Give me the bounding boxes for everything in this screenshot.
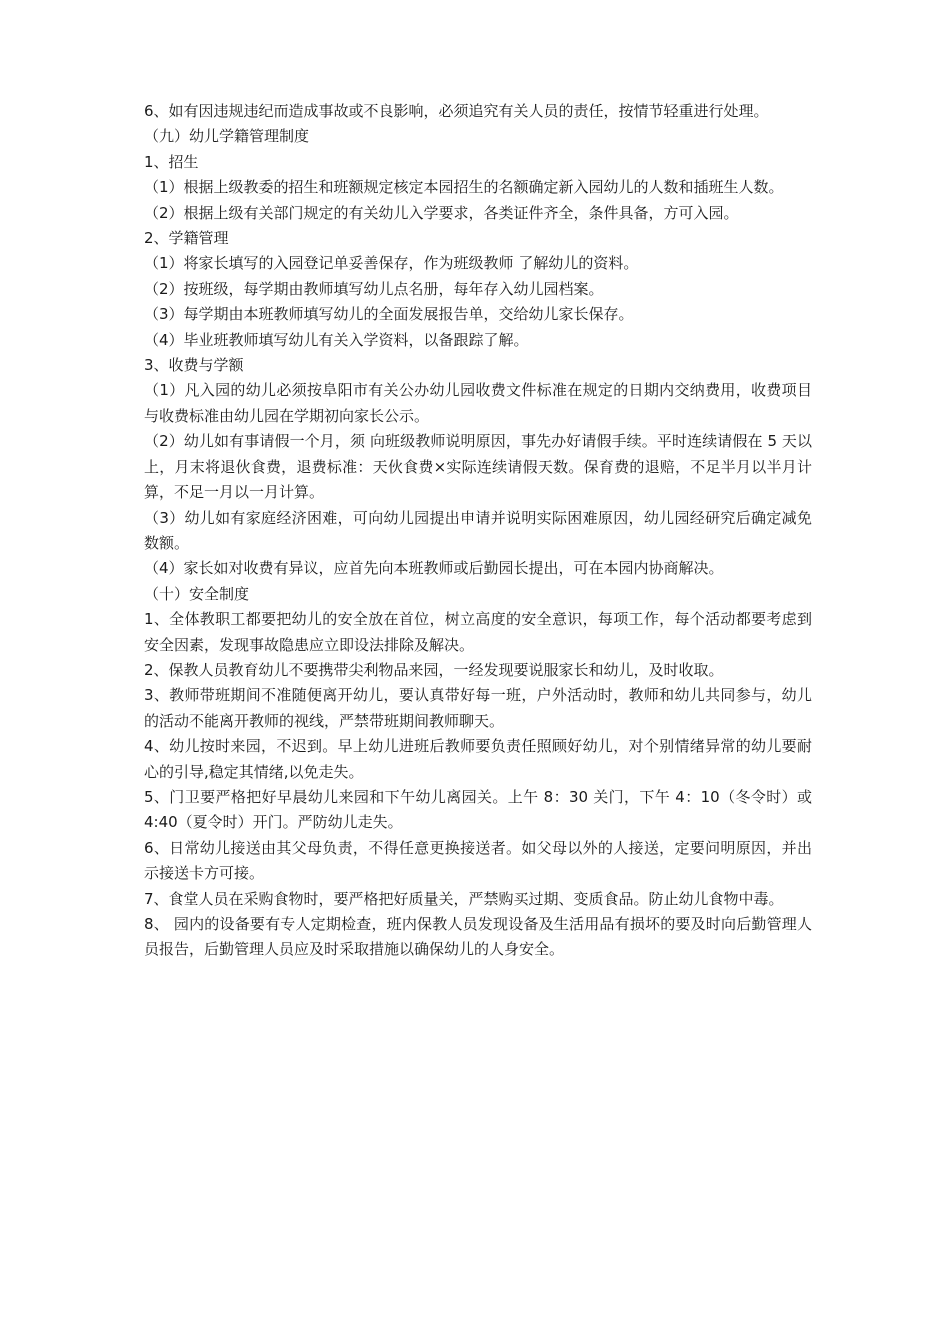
document-body [144, 99, 812, 963]
paragraph-fees-leave-refund: （2）幼儿如有事请假一个月，须 向班级教师说明原因，事先办好请假手续。平时连续请假在 5 天以上，月末将退伙食费，退费标准：天伙食费×实际连续请假天数。保育费的退赔，不足半月以半月计算，不足一月以一月计算。 [144, 432, 812, 502]
paragraph-safety-rule-7: 7、食堂人员在采购食物时，要严格把好质量关，严禁购买过期、变质食品。防止幼儿食物中毒。 [144, 889, 784, 908]
paragraph-records-registration: （1）将家长填写的入园登记单妥善保存，作为班级教师 了解幼儿的资料。 [144, 254, 639, 273]
paragraph-records-roster: （2）按班级，每学期由教师填写幼儿点名册，每年存入幼儿园档案。 [144, 279, 604, 298]
paragraph-fees-payment: （1）凡入园的幼儿必须按阜阳市有关公办幼儿园收费文件标准在规定的日期内交纳费用，收费项目与收费标准由幼儿园在学期初向家长公示。 [144, 381, 812, 425]
section-heading-safety: （十）安全制度 [144, 584, 250, 603]
paragraph-safety-rule-1: 1、全体教职工都要把幼儿的安全放在首位，树立高度的安全意识，每项工作，每个活动都要考虑到安全因素，发现事故隐患应立即设法排除及解决。 [144, 610, 812, 654]
paragraph-safety-rule-5: 5、门卫要严格把好早晨幼儿来园和下午幼儿离园关。上午 8：30 关门，下午 4：10（冬令时）或 4:40（夏令时）开门。严防幼儿走失。 [144, 787, 812, 832]
subheading-admission: 1、招生 [144, 152, 199, 171]
paragraph-safety-rule-3: 3、教师带班期间不准随便离开幼儿，要认真带好每一班，户外活动时，教师和幼儿共同参与，幼儿的活动不能离开教师的视线，严禁带班期间教师聊天。 [144, 686, 812, 730]
subheading-records-management: 2、学籍管理 [144, 229, 229, 248]
subheading-fees-quota: 3、收费与学额 [144, 356, 244, 375]
paragraph-admission-quota: （1）根据上级教委的招生和班额规定核定本园招生的名额确定新入园幼儿的人数和插班生人数。 [144, 178, 784, 197]
paragraph-safety-rule-2: 2、保教人员教育幼儿不要携带尖利物品来园，一经发现要说服家长和幼儿，及时收取。 [144, 660, 724, 679]
section-heading-enrollment-management: （九）幼儿学籍管理制度 [144, 127, 310, 146]
paragraph-admission-requirements: （2）根据上级有关部门规定的有关幼儿入学要求，各类证件齐全，条件具备，方可入园。 [144, 203, 739, 222]
paragraph-safety-rule-4: 4、幼儿按时来园，不迟到。早上幼儿进班后教师要负责任照顾好幼儿，对个别情绪异常的幼儿要耐心的引导,稳定其情绪,以免走失。 [144, 737, 812, 781]
paragraph-safety-rule-8: 8、 园内的设备要有专人定期检查，班内保教人员发现设备及生活用品有损坏的要及时向后勤管理人员报告，后勤管理人员应及时采取措施以确保幼儿的人身安全。 [144, 915, 812, 959]
paragraph-rule-6-accountability: 6、如有因违规违纪而造成事故或不良影响，必须追究有关人员的责任，按情节轻重进行处理。 [144, 102, 769, 120]
paragraph-fees-dispute: （4）家长如对收费有异议，应首先向本班教师或后勤园长提出，可在本园内协商解决。 [144, 559, 724, 578]
paragraph-safety-rule-6: 6、日常幼儿接送由其父母负责，不得任意更换接送者。如父母以外的人接送，定要问明原因，并出示接送卡方可接。 [144, 838, 812, 883]
paragraph-records-graduation: （4）毕业班教师填写幼儿有关入学资料，以备跟踪了解。 [144, 330, 529, 349]
paragraph-fees-hardship: （3）幼儿如有家庭经济困难，可向幼儿园提出申请并说明实际困难原因，幼儿园经研究后确定减免数额。 [144, 508, 812, 552]
paragraph-records-report: （3）每学期由本班教师填写幼儿的全面发展报告单，交给幼儿家长保存。 [144, 305, 634, 324]
